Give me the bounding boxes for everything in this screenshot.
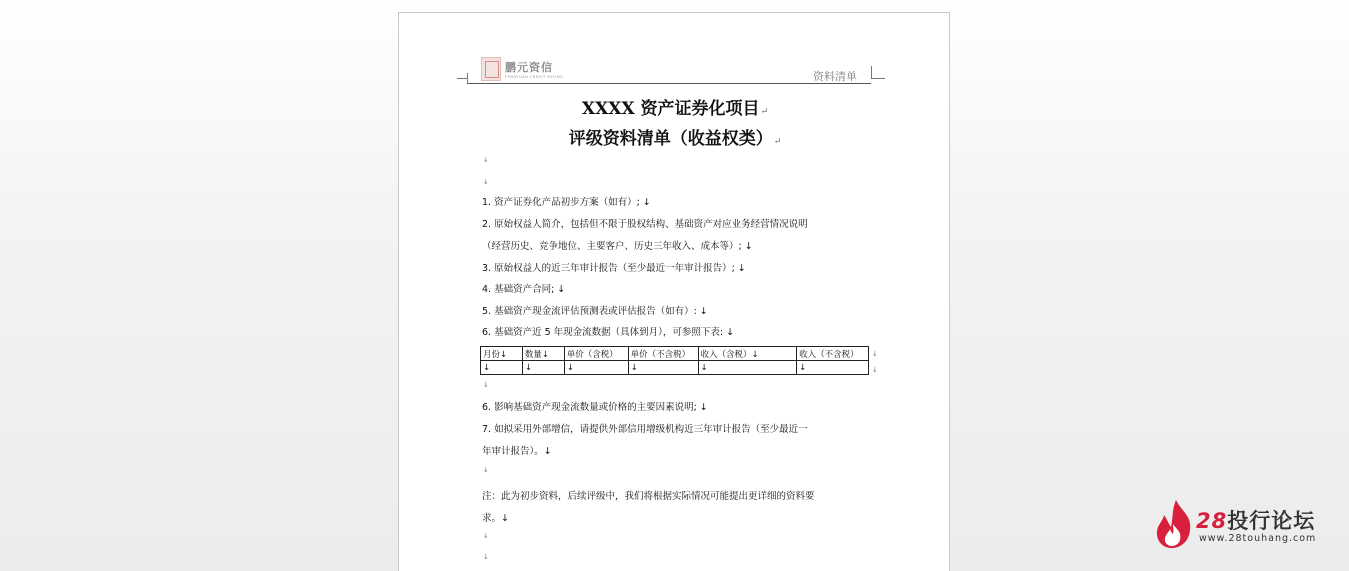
doc-title-line1: XXXX 资产证券化项目↵ [581,99,769,119]
list-item: 5. 基础资产现金流评估预测表或评估报告（如有）: ↓ [482,306,708,317]
header-label: 资料清单 [813,70,857,83]
table-header-cell: 收入（不含税） [797,347,869,361]
margin-corner-mark [467,73,468,83]
list-item: 2. 原始权益人简介，包括但不限于股权结构、基础资产对应业务经营情况说明 [482,219,808,230]
table-cell: ↓ [522,361,564,375]
watermark-title: 28投行论坛 [1196,509,1316,533]
row-end-mark: ↓ [872,350,878,358]
table-row [481,361,869,375]
table-cell: ↓ [564,361,628,375]
margin-corner-mark [871,78,885,79]
table-header-cell: 单价（不含税） [628,347,698,361]
paragraph-mark: ↓ [483,553,489,561]
cashflow-table [480,346,869,375]
note-text: 求。↓ [482,513,509,524]
paragraph-mark: ↓ [483,466,489,474]
doc-title-line2: 评级资料清单（收益权类）↵ [568,129,782,149]
table-header-row [481,347,869,361]
list-item: 6. 影响基础资产现金流数量或价格的主要因素说明; ↓ [482,402,708,413]
brand-name-en: PENGYUAN CREDIT RATING [505,75,564,79]
list-item: 1. 资产证券化产品初步方案（如有）; ↓ [482,197,651,208]
table-header-cell: 收入（含税）↓ [698,347,797,361]
header-divider [467,83,871,84]
list-item: 3. 原始权益人的近三年审计报告（至少最近一年审计报告）; ↓ [482,263,746,274]
margin-corner-mark [457,78,467,79]
watermark-url: www.28touhang.com [1199,533,1317,544]
table-header-cell: 数量↓ [522,347,564,361]
table-cell: ↓ [698,361,797,375]
paragraph-mark: ↓ [483,381,489,389]
table-header-cell: 单价（含税） [564,347,628,361]
list-item: （经营历史、竞争地位、主要客户、历史三年收入、成本等）; ↓ [482,241,753,252]
table-header-cell: 月份↓ [481,347,523,361]
brand-logo-icon [481,57,501,81]
list-item: 年审计报告）。↓ [482,446,552,457]
brand-name: 鹏元资信 [505,61,553,74]
table-cell: ↓ [481,361,523,375]
list-item: 7. 如拟采用外部增信，请提供外部信用增级机构近三年审计报告（至少最近一 [482,424,808,435]
margin-corner-mark [871,66,872,78]
document-page [398,12,950,571]
table-cell: ↓ [797,361,869,375]
row-end-mark: ↓ [872,366,878,374]
list-item: 4. 基础资产合同; ↓ [482,284,566,295]
list-item: 6. 基础资产近 5 年现金流数据（具体到月），可参照下表: ↓ [482,327,735,338]
table-cell: ↓ [628,361,698,375]
paragraph-mark: ↓ [483,156,489,164]
paragraph-mark: ↓ [483,178,489,186]
paragraph-mark: ↓ [483,532,489,540]
note-text: 注：此为初步资料，后续评级中，我们将根据实际情况可能提出更详细的资料要 [482,491,815,502]
